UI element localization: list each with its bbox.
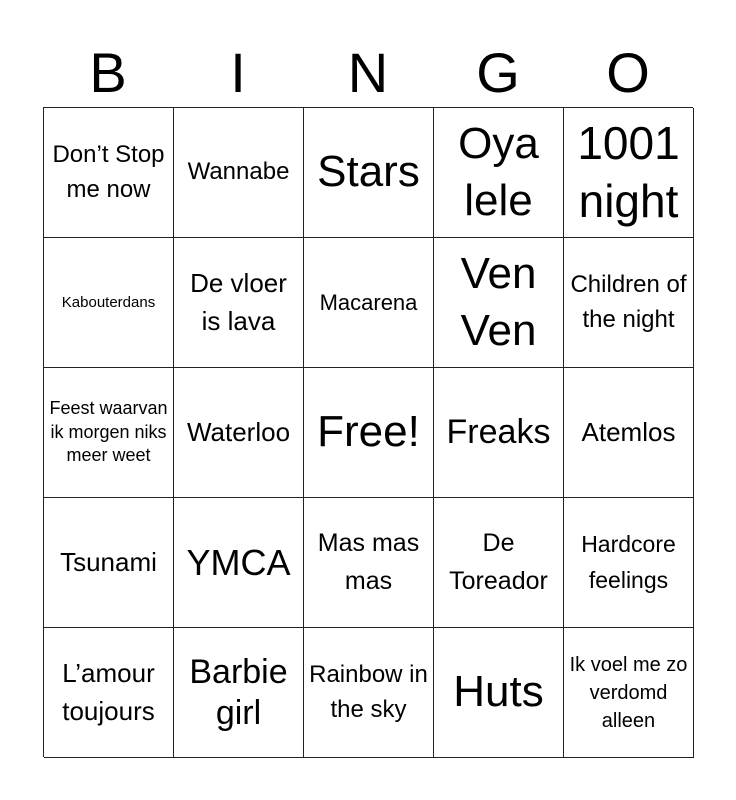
bingo-cell[interactable]: Hardcore feelings (564, 498, 694, 628)
bingo-cell[interactable]: Tsunami (44, 498, 174, 628)
bingo-cell[interactable]: Stars (304, 108, 434, 238)
bingo-cell[interactable]: Macarena (304, 238, 434, 368)
header-letter-i: I (230, 41, 246, 104)
header-letter-o: O (606, 41, 650, 104)
bingo-card (43, 107, 693, 757)
bingo-cell[interactable]: De Toreador (434, 498, 564, 628)
bingo-header (43, 40, 693, 106)
bingo-cell[interactable]: 1001 night (564, 108, 694, 238)
header-letter-b: B (89, 41, 127, 104)
bingo-cell[interactable]: Feest waarvan ik morgen niks meer weet (44, 368, 174, 498)
bingo-cell[interactable]: Oya lele (434, 108, 564, 238)
bingo-cell[interactable]: YMCA (174, 498, 304, 628)
bingo-cell[interactable]: Waterloo (174, 368, 304, 498)
header-letter-g: G (476, 41, 520, 104)
free-space[interactable]: Free! (304, 368, 434, 498)
bingo-cell[interactable]: Don’t Stop me now (44, 108, 174, 238)
bingo-cell[interactable]: Freaks (434, 368, 564, 498)
bingo-cell[interactable]: Huts (434, 628, 564, 758)
bingo-cell[interactable]: L’amour toujours (44, 628, 174, 758)
bingo-cell[interactable]: Ven Ven (434, 238, 564, 368)
header-letter-n: N (347, 41, 389, 104)
bingo-cell[interactable]: Ik voel me zo verdomd alleen (564, 628, 694, 758)
bingo-cell[interactable]: Barbie girl (174, 628, 304, 758)
bingo-cell[interactable]: Kabouterdans (44, 238, 174, 368)
bingo-cell[interactable]: Mas mas mas (304, 498, 434, 628)
bingo-cell[interactable]: Atemlos (564, 368, 694, 498)
bingo-cell[interactable]: Wannabe (174, 108, 304, 238)
bingo-cell[interactable]: Rainbow in the sky (304, 628, 434, 758)
bingo-cell[interactable]: De vloer is lava (174, 238, 304, 368)
bingo-cell[interactable]: Children of the night (564, 238, 694, 368)
